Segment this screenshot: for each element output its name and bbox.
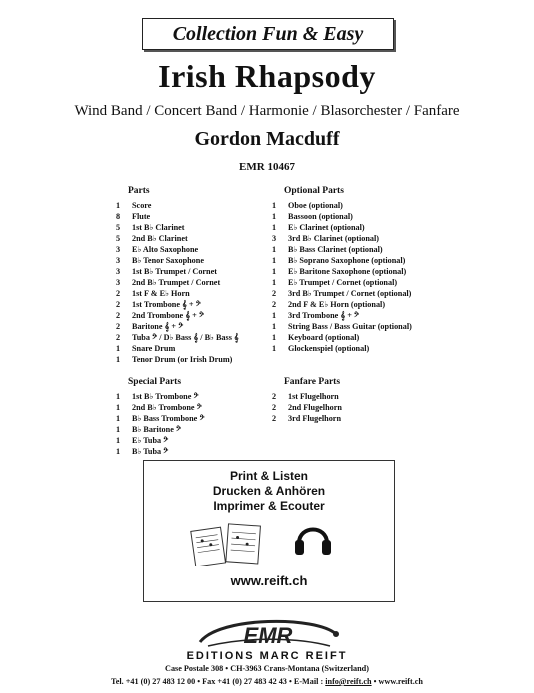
promo-line-french: Imprimer & Ecouter <box>213 499 325 513</box>
part-count: 3 <box>116 245 121 254</box>
part-count: 8 <box>116 212 121 221</box>
part-count: 2 <box>272 414 277 423</box>
part-count: 1 <box>116 392 121 401</box>
part-name: 1st Trombone 𝄞 + 𝄢 <box>132 300 201 309</box>
part-row <box>116 288 264 299</box>
piece-title: Irish Rhapsody <box>158 58 376 94</box>
part-row <box>116 233 264 244</box>
part-count: 1 <box>272 278 277 287</box>
contact-phone-fax: Tel. +41 (0) 27 483 12 00 • Fax +41 (0) 27 483 42 43 • E-Mail : <box>111 677 326 686</box>
part-row <box>116 402 264 413</box>
part-name: 3rd B♭ Clarinet (optional) <box>288 234 379 243</box>
part-count: 1 <box>272 267 277 276</box>
publisher-name: EDITIONS MARC REIFT <box>186 650 348 662</box>
part-count: 2 <box>272 403 277 412</box>
part-name: B♭ Soprano Saxophone (optional) <box>288 256 406 265</box>
part-row <box>116 255 264 266</box>
part-count: 1 <box>116 344 121 353</box>
part-name: 2nd B♭ Trumpet / Cornet <box>132 278 221 287</box>
sheet-music-icon <box>189 521 269 566</box>
part-row <box>116 244 264 255</box>
part-name: 2nd Trombone 𝄞 + 𝄢 <box>132 311 205 320</box>
part-count: 3 <box>272 234 277 243</box>
part-name: Bassoon (optional) <box>288 212 353 221</box>
part-name: Tuba 𝄢 / D♭ Bass 𝄞 / B♭ Bass 𝄞 <box>132 333 239 342</box>
headphones-icon <box>292 517 334 559</box>
part-row <box>272 391 452 402</box>
part-count: 2 <box>116 333 121 342</box>
part-name: E♭ Alto Saxophone <box>132 245 199 254</box>
promo-line-german: Drucken & Anhören <box>212 484 326 498</box>
parts-heading: Parts <box>128 186 150 196</box>
part-row <box>116 435 264 446</box>
fanfare-parts-heading: Fanfare Parts <box>284 377 341 387</box>
part-count: 2 <box>272 289 277 298</box>
part-name: 1st B♭ Clarinet <box>132 223 185 232</box>
contact-line <box>0 677 534 686</box>
email-link[interactable]: info@reift.ch <box>325 677 372 686</box>
part-row <box>272 343 452 354</box>
part-name: B♭ Bass Trombone 𝄢 <box>132 414 205 423</box>
publisher-address: Case Postale 308 • CH-3963 Crans-Montana (Switzerland) <box>165 664 369 673</box>
part-count: 2 <box>272 300 277 309</box>
part-row <box>116 200 264 211</box>
part-count: 1 <box>272 344 277 353</box>
part-count: 3 <box>116 278 121 287</box>
part-row <box>272 288 452 299</box>
part-row <box>116 332 264 343</box>
special-parts-list <box>116 377 264 457</box>
parts-list <box>116 186 264 365</box>
part-name: Baritone 𝄞 + 𝄢 <box>132 322 184 331</box>
part-name: Tenor Drum (or Irish Drum) <box>132 355 233 364</box>
part-count: 2 <box>116 322 121 331</box>
part-row <box>116 266 264 277</box>
composer-name: Gordon Macduff <box>194 128 340 150</box>
part-row <box>272 310 452 321</box>
part-count: 1 <box>272 311 277 320</box>
part-count: 1 <box>116 414 121 423</box>
part-count: 1 <box>272 256 277 265</box>
part-name: Oboe (optional) <box>288 201 343 210</box>
part-name: Glockenspiel (optional) <box>288 344 370 353</box>
part-row <box>116 446 264 457</box>
part-name: B♭ Tuba 𝄢 <box>132 447 169 456</box>
part-count: 5 <box>116 223 121 232</box>
part-name: 1st F & E♭ Horn <box>132 289 190 298</box>
part-row <box>272 255 452 266</box>
part-name: E♭ Baritone Saxophone (optional) <box>288 267 407 276</box>
part-count: 2 <box>116 300 121 309</box>
part-name: 2nd Flugelhorn <box>288 403 342 412</box>
part-name: B♭ Bass Clarinet (optional) <box>288 245 383 254</box>
part-count: 1 <box>116 403 121 412</box>
special-parts-heading: Special Parts <box>128 377 182 387</box>
part-count: 1 <box>116 355 121 364</box>
part-row <box>116 310 264 321</box>
part-count: 2 <box>116 289 121 298</box>
part-name: E♭ Trumpet / Cornet (optional) <box>288 278 398 287</box>
part-row <box>116 211 264 222</box>
part-name: 3rd Flugelhorn <box>288 414 341 423</box>
part-row <box>272 299 452 310</box>
part-count: 1 <box>116 447 121 456</box>
part-count: 5 <box>116 234 121 243</box>
part-row <box>272 200 452 211</box>
instrumentation-subtitle: Wind Band / Concert Band / Harmonie / Blasorchester / Fanfare <box>74 103 460 119</box>
catalog-number: EMR 10467 <box>239 161 295 173</box>
part-name: 2nd F & E♭ Horn (optional) <box>288 300 386 309</box>
part-row <box>272 277 452 288</box>
website-url[interactable]: www.reift.ch <box>230 573 308 588</box>
part-count: 1 <box>116 201 121 210</box>
part-count: 1 <box>272 223 277 232</box>
part-row <box>272 211 452 222</box>
part-row <box>272 413 452 424</box>
part-count: 2 <box>272 392 277 401</box>
emr-logo <box>190 612 346 652</box>
part-count: 1 <box>272 201 277 210</box>
part-name: 2nd B♭ Clarinet <box>132 234 188 243</box>
part-name: E♭ Tuba 𝄢 <box>132 436 169 445</box>
part-name: String Bass / Bass Guitar (optional) <box>288 322 412 331</box>
part-row <box>272 233 452 244</box>
part-name: Score <box>132 201 152 210</box>
part-row <box>116 391 264 402</box>
fanfare-parts-list <box>272 377 452 424</box>
part-row <box>116 354 264 365</box>
part-row <box>272 244 452 255</box>
part-name: Keyboard (optional) <box>288 333 360 342</box>
part-count: 1 <box>272 322 277 331</box>
part-row <box>116 222 264 233</box>
print-listen-box <box>143 460 395 602</box>
part-count: 3 <box>116 267 121 276</box>
part-count: 1 <box>116 425 121 434</box>
part-row <box>116 413 264 424</box>
part-name: 1st Flugelhorn <box>288 392 339 401</box>
part-row <box>116 424 264 435</box>
part-name: E♭ Clarinet (optional) <box>288 223 365 232</box>
part-name: B♭ Tenor Saxophone <box>132 256 204 265</box>
part-count: 3 <box>116 256 121 265</box>
part-count: 1 <box>116 436 121 445</box>
part-row <box>272 332 452 343</box>
contact-website: • www.reift.ch <box>371 677 423 686</box>
part-name: 2nd B♭ Trombone 𝄢 <box>132 403 202 412</box>
promo-line-english: Print & Listen <box>229 469 308 483</box>
part-name: 3rd Trombone 𝄞 + 𝄢 <box>288 311 360 320</box>
optional-parts-list <box>272 186 452 354</box>
part-row <box>272 266 452 277</box>
part-name: 1st B♭ Trombone 𝄢 <box>132 392 199 401</box>
part-row <box>116 299 264 310</box>
part-row <box>272 321 452 332</box>
optional-parts-heading: Optional Parts <box>284 186 344 196</box>
part-name: Snare Drum <box>132 344 176 353</box>
logo-text: EMR <box>243 623 293 648</box>
part-name: B♭ Baritone 𝄢 <box>132 425 182 434</box>
part-name: 3rd B♭ Trumpet / Cornet (optional) <box>288 289 412 298</box>
part-name: Flute <box>132 212 151 221</box>
part-count: 1 <box>272 245 277 254</box>
part-row <box>272 402 452 413</box>
series-title: Collection Fun & Easy <box>142 18 394 50</box>
part-count: 1 <box>272 212 277 221</box>
part-count: 2 <box>116 311 121 320</box>
part-row <box>272 222 452 233</box>
part-row <box>116 343 264 354</box>
part-count: 1 <box>272 333 277 342</box>
part-name: 1st B♭ Trumpet / Cornet <box>132 267 217 276</box>
part-row <box>116 321 264 332</box>
part-row <box>116 277 264 288</box>
